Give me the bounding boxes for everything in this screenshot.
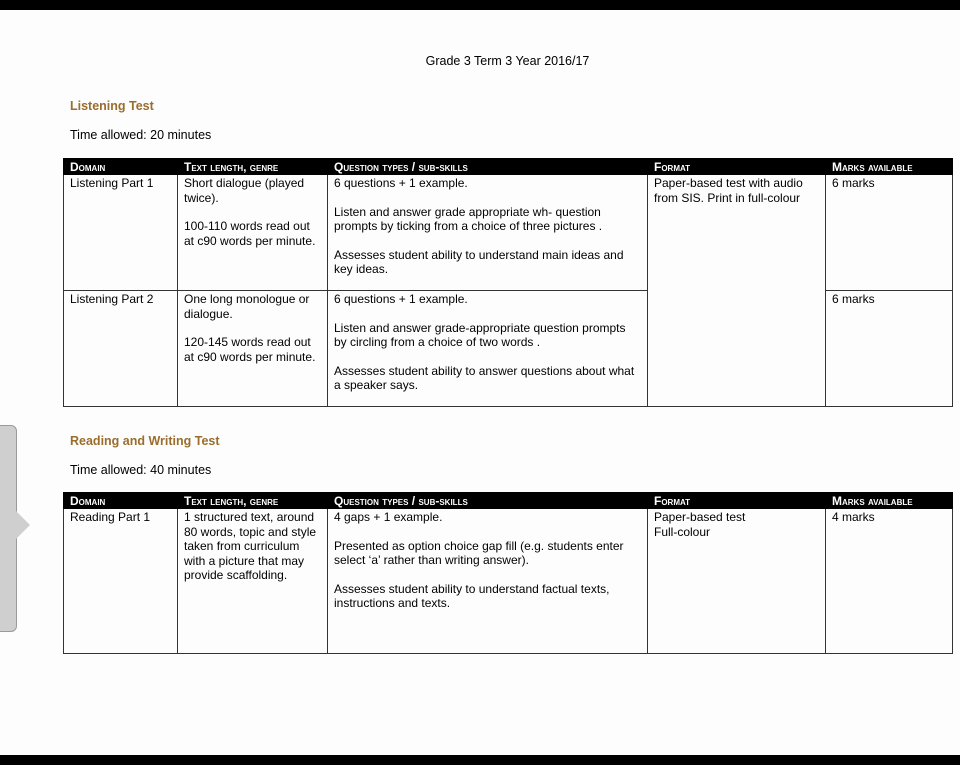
bottom-bar <box>0 755 960 765</box>
listening-table <box>63 158 953 407</box>
marks-cell: 4 marks <box>826 509 953 654</box>
text-length-line: One long monologue or dialogue. <box>184 292 310 321</box>
reading-table-header <box>64 493 953 509</box>
col-header-format: Format <box>648 159 826 175</box>
format-line: Full-colour <box>654 524 711 539</box>
document-title: Grade 3 Term 3 Year 2016/17 <box>425 54 590 68</box>
text-length-line: 120-145 words read out at c90 words per minute. <box>184 335 316 364</box>
text-length-line: Short dialogue (played twice). <box>184 176 305 205</box>
format-line: Paper-based test <box>654 510 746 524</box>
question-type-line: 4 gaps + 1 example. <box>334 510 443 524</box>
listening-table-header <box>64 159 953 175</box>
reading-heading: Reading and Writing Test <box>70 434 220 448</box>
col-header-format: Format <box>648 493 826 509</box>
col-header-question-types: Question types / sub-skills <box>328 493 648 509</box>
question-types-cell <box>328 509 648 654</box>
question-types-cell <box>328 175 648 291</box>
question-type-line: 6 questions + 1 example. <box>334 176 468 190</box>
text-length-line: 100-110 words read out at c90 words per minute. <box>184 219 316 248</box>
question-types-cell <box>328 291 648 407</box>
top-bar <box>0 0 960 10</box>
col-header-domain: Domain <box>64 159 178 175</box>
question-type-line: Listen and answer grade-appropriate question prompts by circling from a choice of two words . <box>334 320 626 349</box>
listening-heading: Listening Test <box>70 99 154 113</box>
text-length-cell <box>178 509 328 654</box>
col-header-text-length: Text length, genre <box>178 493 328 509</box>
question-type-line: Assesses student ability to understand factual texts, instructions and texts. <box>334 581 610 610</box>
domain-cell: Listening Part 1 <box>64 175 178 291</box>
col-header-question-types: Question types / sub-skills <box>328 159 648 175</box>
col-header-domain: Domain <box>64 493 178 509</box>
text-length-cell <box>178 175 328 291</box>
table-row <box>64 509 953 654</box>
domain-cell: Reading Part 1 <box>64 509 178 654</box>
format-cell: Paper-based test with audio from SIS. Print in full-colour <box>648 175 826 407</box>
text-length-line: 1 structured text, around 80 words, topic and style taken from curriculum with a picture that may provide scaffolding. <box>184 510 317 582</box>
side-panel-arrow-icon[interactable] <box>15 510 30 540</box>
domain-cell: Listening Part 2 <box>64 291 178 407</box>
reading-table <box>63 492 953 654</box>
marks-cell: 6 marks <box>826 175 953 291</box>
reading-time-allowed: Time allowed: 40 minutes <box>70 463 212 477</box>
format-cell <box>648 509 826 654</box>
text-length-cell <box>178 291 328 407</box>
col-header-marks: Marks available <box>826 493 953 509</box>
table-row <box>64 175 953 291</box>
marks-cell: 6 marks <box>826 291 953 407</box>
col-header-marks: Marks available <box>826 159 953 175</box>
question-type-line: Assesses student ability to answer questions about what a speaker says. <box>334 363 635 392</box>
question-type-line: Assesses student ability to understand main ideas and key ideas. <box>334 247 624 276</box>
question-type-line: Presented as option choice gap fill (e.g. students enter select ‘a’ rather than writing answer). <box>334 538 624 567</box>
listening-time-allowed: Time allowed: 20 minutes <box>70 128 212 142</box>
col-header-text-length: Text length, genre <box>178 159 328 175</box>
question-type-line: Listen and answer grade appropriate wh- question prompts by ticking from a choice of three pictures . <box>334 204 603 233</box>
question-type-line: 6 questions + 1 example. <box>334 292 468 306</box>
